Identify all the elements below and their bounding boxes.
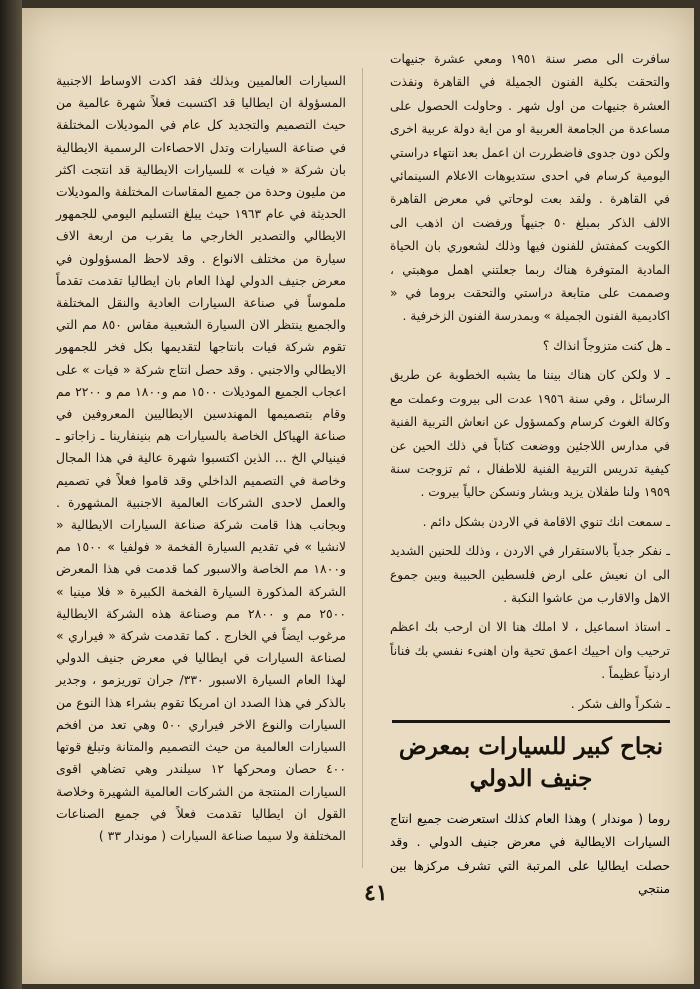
question-married: ـ هل كنت متزوجاً انذاك ؟ (542, 338, 670, 353)
answer-married: ـ لا ولكن كان هناك بيننا ما يشبه الخطوبة عن طريق الرسائل ، وفي سنة ١٩٥٦ عدت الى بيروت وعملت مع وكالة الغوث كرسام وكمسؤول عن انعاش التربية الفنية في مدارس اللاجئين ووضعت كتاباً في ذلك الحين عن كيفية تدريس التربية الفنية للاطفال ، ثم تزوجت سنة ١٩٥٩ ولنا طفلان يزيد وبشار ونسكن حالياً بيروت . (390, 368, 670, 500)
interview-paragraph-1: سافرت الى مصر سنة ١٩٥١ ومعي عشرة جنيهات والتحقت بكلية الفنون الجميلة في القاهرة ونفذت العشرة جنيهات من اول شهر . وحاولت الحصول على مساعدة من الجامعة العربية او من اية دولة عربية اخرى ولكن دون جدوى فاضطررت ان اعمل بعد انتهاء دراستي اليومية كرسام في احدى ستديوهات الاعلام السينمائي في القاهرة . ولقد بعت لوحاتي في معرض القاهرة الالف الذكر بمبلغ ٥٠ جنيهاً ورفضت ان اذهب الى الكويت كمفتش للفنون فيها وذلك لشعوري بان الحياة المادية المتوفرة هناك ربما جعلتني اهمل موهبتي ، وصممت على متابعة دراستي والتحقت بروما في « اكاديمية الفنون الجميلة » وبمدرسة الفنون الزخرفية . (390, 52, 670, 324)
article-intro (390, 808, 670, 902)
column-divider (362, 68, 363, 868)
answer-jordan: ـ نفكر جدياً بالاستقرار في الاردن ، وذلك للحنين الشديد الى ان نعيش على ارض فلسطين الحبيبة وبين جموع الاهل والاقارب من عاشوا النكبة . (390, 544, 670, 605)
article-headline (392, 720, 670, 795)
closing-thanks: ـ شكراً والف شكر . (570, 696, 670, 711)
article-intro-text: روما ( موندار ) وهذا العام كذلك استعرضت جميع انتاج السيارات الايطالية في معرض جنيف الدولي . وقد حصلت ايطاليا على المرتبة التي تشرف مركزها بين منتجي (390, 812, 670, 897)
page-number: ٤١ (364, 880, 388, 906)
headline-line-1: نجاح كبير للسيارات بمعرض (398, 733, 664, 760)
book-spine (0, 0, 22, 989)
article-continued-text: السيارات العالميين وبذلك فقد اكدت الاوساط الاجنبية المسؤولة ان ايطاليا قد اكتسبت فعلاً شهرة عالمية من حيث التصميم والتجديد كل عام في الموديلات المختلفة في صناعة السيارات وتدل الاحصاءات الرسمية الايطالية بان شركة « فيات » للسيارات الايطالية قد انتجت اكثر من مليون وحدة من جميع المقاسات المختلفة والموديلات الحديثة في عام ١٩٦٣ حيث يبلغ التسليم اليومي للجمهور الايطالي والتصدير الخارجي ما يقرب من اربعة الاف سيارة من مختلف الانواع . وقد لاحظ المسؤولون في معرض جنيف الدولي لهذا العام بان ايطاليا تقدمت تقدماً ملموساً في صناعة السيارات العادية والنقل المختلفة والجميع ينتظر الان السيارة الشعبية مقاس ٨٥٠ مم التي تقوم شركة فيات بانتاجها لتقديمها بكل فخر للجمهور الايطالي والاجنبي . وقد حصل انتاج شركة « فيات » على اعجاب الجميع الموديلات ١٥٠٠ مم و١٨٠٠ مم و ٢٢٠٠ مم وقام بتصميمها المهندسين الايطاليين المعروفين في صناعة الهياكل الخاصة بالسيارات هم بنينفارينا ـ زاجاتو ـ فينيالي الخ ... الذين اكتسبوا شهرة عالية في هذا المجال وخاصة في التصميم الداخلي وقد قاموا فعلاً في تصميم والعمل لاحدى الشركات العالمية الاجنبية المشهورة . وبجانب هذا قامت شركة صناعة السيارات الايطالية « لانشيا » في تقديم السيارة الفخمة « فولفيا » ١٥٠٠ مم و١٨٠٠ مم الخاصة والاسبور كما قدمت في هذا المعرض الشركة المذكورة السيارة الفخمة الكبيرة « فلا مينيا » ٢٥٠٠ مم و ٢٨٠٠ مم وصناعة هذه الشركة الايطالية مرغوب ايضاً في الخارج . كما تقدمت شركة « فيراري » لصناعة السيارات في ايطاليا في معرض جنيف الدولي لهذا العام السيارة الاسبور ٣٣٠/ جران توريزمو ، وجدير بالذكر في هذا الصدد ان امريكا تقوم بشراء هذا النوع من السيارات والنوع الاخر فيراري ٥٠٠ وهي تعد من افخم السيارات العالمية من حيث التصميم والمتانة وتبلغ قوتها ٤٠٠ حصان ومحركها ١٢ سيلندر وهي تضاهي اقوى السيارات المنتجة من الشركات العالمية الشهيرة وخلاصة القول ان ايطاليا تقدمت فعلاً في جميع الصناعات المختلفة ولا سيما صناعة السيارات ( موندار ٣٣ ) (56, 73, 346, 843)
magazine-page (22, 8, 694, 984)
question-jordan: ـ سمعت انك تنوي الاقامة في الاردن بشكل دائم . (422, 514, 670, 529)
article-continued-column (56, 70, 346, 847)
closing-remark: ـ استاذ اسماعيل ، لا املك هنا الا ان ارحب بك اعظم ترحيب وان احييك اعمق تحية وان اهنىء نفسي بك فناناً اردنياً عظيماً . (390, 620, 670, 682)
headline-line-2: جنيف الدولي (469, 765, 593, 792)
interview-column (390, 48, 670, 716)
